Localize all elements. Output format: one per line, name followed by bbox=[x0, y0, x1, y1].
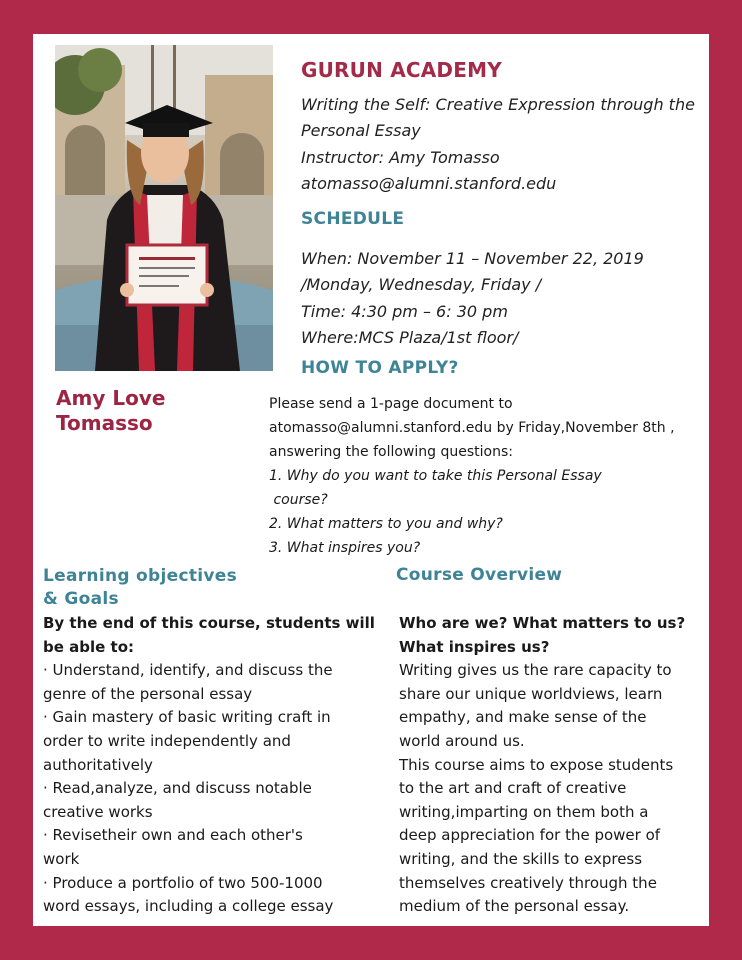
academy-title: GURUN ACADEMY bbox=[301, 58, 502, 82]
overview-intro: What inspires us? bbox=[399, 637, 550, 656]
overview-line: writing,imparting on them both a bbox=[399, 802, 649, 821]
overview-line: medium of the personal essay. bbox=[399, 897, 630, 916]
apply-heading: HOW TO APPLY? bbox=[301, 358, 459, 378]
objective-line: · Revisetheir own and each other's bbox=[43, 826, 303, 845]
apply-question: 1. Why do you want to take this Personal Essay bbox=[269, 468, 602, 484]
overview-line: empathy, and make sense of the bbox=[399, 708, 647, 727]
apply-question: course? bbox=[269, 492, 328, 508]
objective-line: · Read,analyze, and discuss notable bbox=[43, 779, 312, 798]
overview-line: deep appreciation for the power of bbox=[399, 826, 661, 845]
schedule-line: /Monday, Wednesday, Friday / bbox=[301, 275, 542, 295]
apply-instructions bbox=[269, 392, 709, 560]
objective-line: order to write independently and bbox=[43, 731, 291, 750]
overview-heading: Course Overview bbox=[396, 565, 563, 585]
overview-line: Writing gives us the rare capacity to bbox=[399, 661, 672, 680]
course-info bbox=[301, 92, 701, 198]
overview-text bbox=[399, 612, 705, 919]
instructor-name-line: Amy Love bbox=[56, 386, 166, 410]
schedule-heading: SCHEDULE bbox=[301, 209, 405, 229]
objective-line: · Understand, identify, and discuss the bbox=[43, 661, 333, 680]
instructor-photo bbox=[55, 45, 273, 371]
apply-line: Please send a 1-page document to bbox=[269, 396, 513, 412]
apply-question: 2. What matters to you and why? bbox=[269, 516, 503, 532]
overview-line: world around us. bbox=[399, 731, 525, 750]
schedule-details bbox=[301, 246, 701, 352]
objective-line: genre of the personal essay bbox=[43, 684, 253, 703]
overview-line: to the art and craft of creative bbox=[399, 779, 627, 798]
objective-line: creative works bbox=[43, 802, 153, 821]
instructor-email: atomasso@alumni.stanford.edu bbox=[301, 174, 557, 194]
objective-line: authoritatively bbox=[43, 755, 153, 774]
overview-line: share our unique worldviews, learn bbox=[399, 684, 663, 703]
instructor-name bbox=[56, 386, 165, 436]
flyer-card bbox=[33, 34, 709, 926]
objective-line: word essays, including a college essay bbox=[43, 897, 334, 916]
objective-line: · Produce a portfolio of two 500-1000 bbox=[43, 873, 323, 892]
objectives-heading-line: & Goals bbox=[43, 589, 119, 609]
objectives-heading-line: Learning objectives bbox=[43, 566, 238, 586]
overview-line: writing, and the skills to express bbox=[399, 849, 643, 868]
overview-line: This course aims to expose students bbox=[399, 755, 674, 774]
objectives-heading bbox=[43, 565, 283, 611]
course-title-line: Writing the Self: Creative Expression through the bbox=[301, 95, 695, 114]
objective-line: · Gain mastery of basic writing craft in bbox=[43, 708, 331, 727]
instructor-line: Instructor: Amy Tomasso bbox=[301, 147, 500, 167]
apply-line: atomasso@alumni.stanford.edu by Friday,November 8th , bbox=[269, 420, 675, 436]
apply-question: 3. What inspires you? bbox=[269, 540, 421, 556]
schedule-line: When: November 11 – November 22, 2019 bbox=[301, 249, 644, 268]
overview-intro: Who are we? What matters to us? bbox=[399, 614, 686, 632]
instructor-name-line: Tomasso bbox=[56, 411, 153, 435]
objectives-list bbox=[43, 612, 373, 919]
overview-line: themselves creatively through the bbox=[399, 873, 657, 892]
objectives-intro: be able to: bbox=[43, 637, 135, 656]
schedule-line: Where:MCS Plaza/1st floor/ bbox=[301, 328, 519, 348]
objectives-intro: By the end of this course, students will bbox=[43, 614, 375, 632]
course-title-line: Personal Essay bbox=[301, 121, 421, 141]
schedule-line: Time: 4:30 pm – 6: 30 pm bbox=[301, 301, 508, 321]
apply-line: answering the following questions: bbox=[269, 444, 513, 460]
objective-line: work bbox=[43, 849, 80, 868]
